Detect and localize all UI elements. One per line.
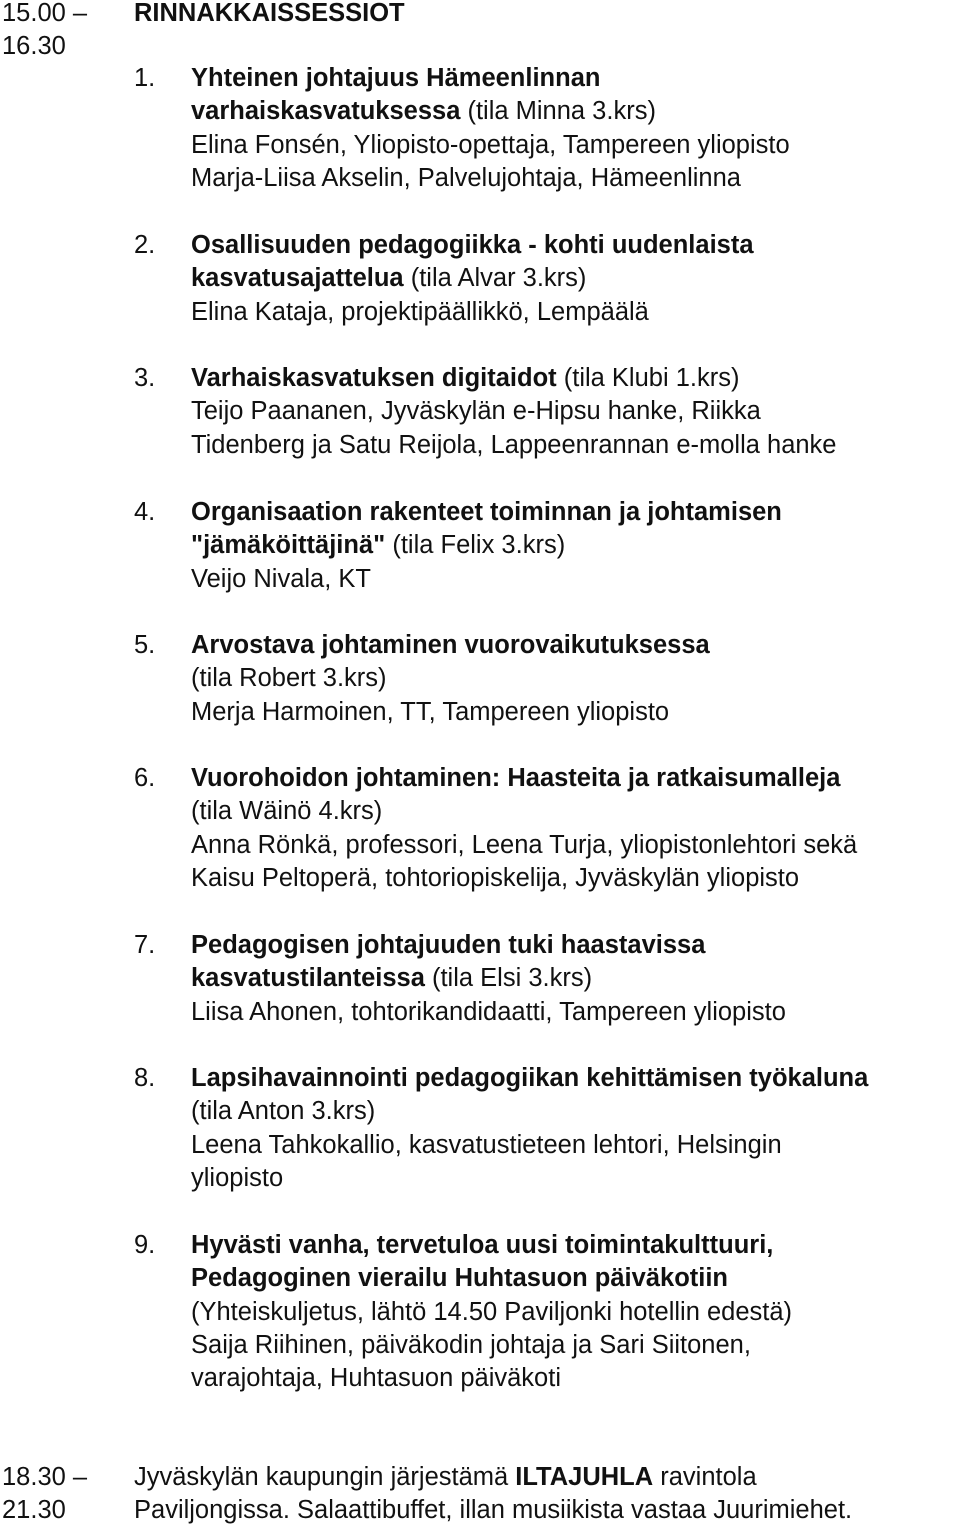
session-room: (tila Elsi 3.krs) xyxy=(424,964,593,993)
session-body xyxy=(191,496,960,596)
session-number: 8. xyxy=(134,1064,156,1092)
session-presenter-line: yliopisto xyxy=(191,1163,284,1192)
evening-party-label: ILTAJUHLA xyxy=(515,1463,654,1491)
session-presenter-line: Elina Kataja, projektipäällikkö, Lempäälä xyxy=(191,297,649,326)
session-title: Yhteinen johtajuus Hämeenlinnan xyxy=(191,64,601,92)
session-body xyxy=(191,762,960,895)
session-room: (tila Minna 3.krs) xyxy=(460,97,656,126)
session-room: (tila Wäinö 4.krs) xyxy=(191,797,383,826)
session-body xyxy=(191,629,960,729)
session-room: (tila Anton 3.krs) xyxy=(191,1097,376,1126)
session-title-line xyxy=(191,1229,960,1262)
session-title: "jämäköittäjinä" xyxy=(191,531,386,560)
session-number: 9. xyxy=(134,1231,156,1259)
session-title: Varhaiskasvatuksen digitaidot xyxy=(191,364,557,392)
session-room: (tila Felix 3.krs) xyxy=(385,531,566,560)
session-number: 5. xyxy=(134,631,156,659)
evening-time-end: 21.30 xyxy=(2,1496,66,1525)
session-number: 2. xyxy=(134,231,156,259)
session-title: Osallisuuden pedagogiikka - kohti uudenlaista xyxy=(191,231,754,259)
session-presenter-line: Liisa Ahonen, tohtorikandidaatti, Tampereen yliopisto xyxy=(191,997,786,1026)
evening-time-start: 18.30 – xyxy=(2,1463,88,1491)
evening-line-1-pre: Jyväskylän kaupungin järjestämä xyxy=(134,1463,516,1491)
session-title-line xyxy=(191,529,960,562)
session-room: (Yhteiskuljetus, lähtö 14.50 Paviljonki hotellin edestä) xyxy=(191,1297,793,1326)
session-title-line xyxy=(191,929,960,962)
session-title: Vuorohoidon johtaminen: Haasteita ja ratkaisumalleja xyxy=(191,764,841,792)
session-number: 3. xyxy=(134,364,156,392)
session-body xyxy=(191,362,960,462)
session-title-line xyxy=(191,229,960,262)
session-presenter-line: Kaisu Peltoperä, tohtoriopiskelija, Jyväskylän yliopisto xyxy=(191,863,800,892)
evening-line-1-post: ravintola xyxy=(653,1463,757,1491)
session-presenter-line: Marja-Liisa Akselin, Palvelujohtaja, Hämeenlinna xyxy=(191,163,741,192)
session-title-line xyxy=(191,262,960,295)
session-presenter-line: varajohtaja, Huhtasuon päiväkoti xyxy=(191,1364,561,1393)
session-title: Lapsihavainnointi pedagogiikan kehittämisen työkaluna xyxy=(191,1064,869,1092)
session-title: varhaiskasvatuksessa xyxy=(191,97,461,126)
evening-event xyxy=(134,1461,960,1528)
session-presenter-line: Veijo Nivala, KT xyxy=(191,564,371,593)
session-title: Pedagoginen vierailu Huhtasuon päiväkotiin xyxy=(191,1264,729,1293)
session-room: (tila Alvar 3.krs) xyxy=(403,264,587,293)
evening-time xyxy=(2,1461,122,1528)
session-presenter-line: Elina Fonsén, Yliopisto-opettaja, Tampereen yliopisto xyxy=(191,130,790,159)
session-presenter-line: Leena Tahkokallio, kasvatustieteen lehtori, Helsingin xyxy=(191,1130,782,1159)
session-title: kasvatusajattelua xyxy=(191,264,404,293)
session-number: 6. xyxy=(134,764,156,792)
session-presenter-line: Saija Riihinen, päiväkodin johtaja ja Sari Siitonen, xyxy=(191,1330,751,1359)
session-title-line xyxy=(191,629,960,662)
session-title-line xyxy=(191,1062,960,1095)
session-presenter-line: Tidenberg ja Satu Reijola, Lappeenrannan e-molla hanke xyxy=(191,430,837,459)
session-number: 7. xyxy=(134,931,156,959)
session-number: 4. xyxy=(134,498,156,526)
session-title-line xyxy=(191,1262,960,1295)
session-body xyxy=(191,1229,960,1395)
session-title: kasvatustilanteissa xyxy=(191,964,425,993)
session-presenter-line: Merja Harmoinen, TT, Tampereen yliopisto xyxy=(191,697,670,726)
session-presenter-line: Teijo Paananen, Jyväskylän e-Hipsu hanke, Riikka xyxy=(191,397,761,426)
session-body xyxy=(191,62,960,195)
session-title: Pedagogisen johtajuuden tuki haastavissa xyxy=(191,931,706,959)
afternoon-time-start: 15.00 – xyxy=(2,0,88,27)
session-title: Hyvästi vanha, tervetuloa uusi toimintakulttuuri, xyxy=(191,1231,774,1259)
parallel-sessions-heading: RINNAKKAISSESSIOT xyxy=(134,0,405,27)
session-title-line xyxy=(191,496,960,529)
session-room: (tila Robert 3.krs) xyxy=(191,664,387,693)
session-number: 1. xyxy=(134,64,156,92)
session-body xyxy=(191,929,960,1029)
session-title-line xyxy=(191,62,960,95)
session-title-line xyxy=(191,962,960,995)
session-title-line xyxy=(191,762,960,795)
evening-line-2: Paviljongissa. Salaattibuffet, illan musiikista vastaa Juurimiehet. xyxy=(134,1496,853,1525)
session-title-line xyxy=(191,95,960,128)
afternoon-time xyxy=(2,0,122,64)
evening-line-1 xyxy=(134,1461,960,1494)
session-body xyxy=(191,229,960,329)
session-room: (tila Klubi 1.krs) xyxy=(556,364,740,392)
session-body xyxy=(191,1062,960,1195)
session-title-line xyxy=(191,362,960,395)
session-title: Organisaation rakenteet toiminnan ja johtamisen xyxy=(191,498,782,526)
afternoon-time-end: 16.30 xyxy=(2,32,66,61)
session-presenter-line: Anna Rönkä, professori, Leena Turja, yliopistonlehtori sekä xyxy=(191,830,858,859)
session-title: Arvostava johtaminen vuorovaikutuksessa xyxy=(191,631,710,659)
